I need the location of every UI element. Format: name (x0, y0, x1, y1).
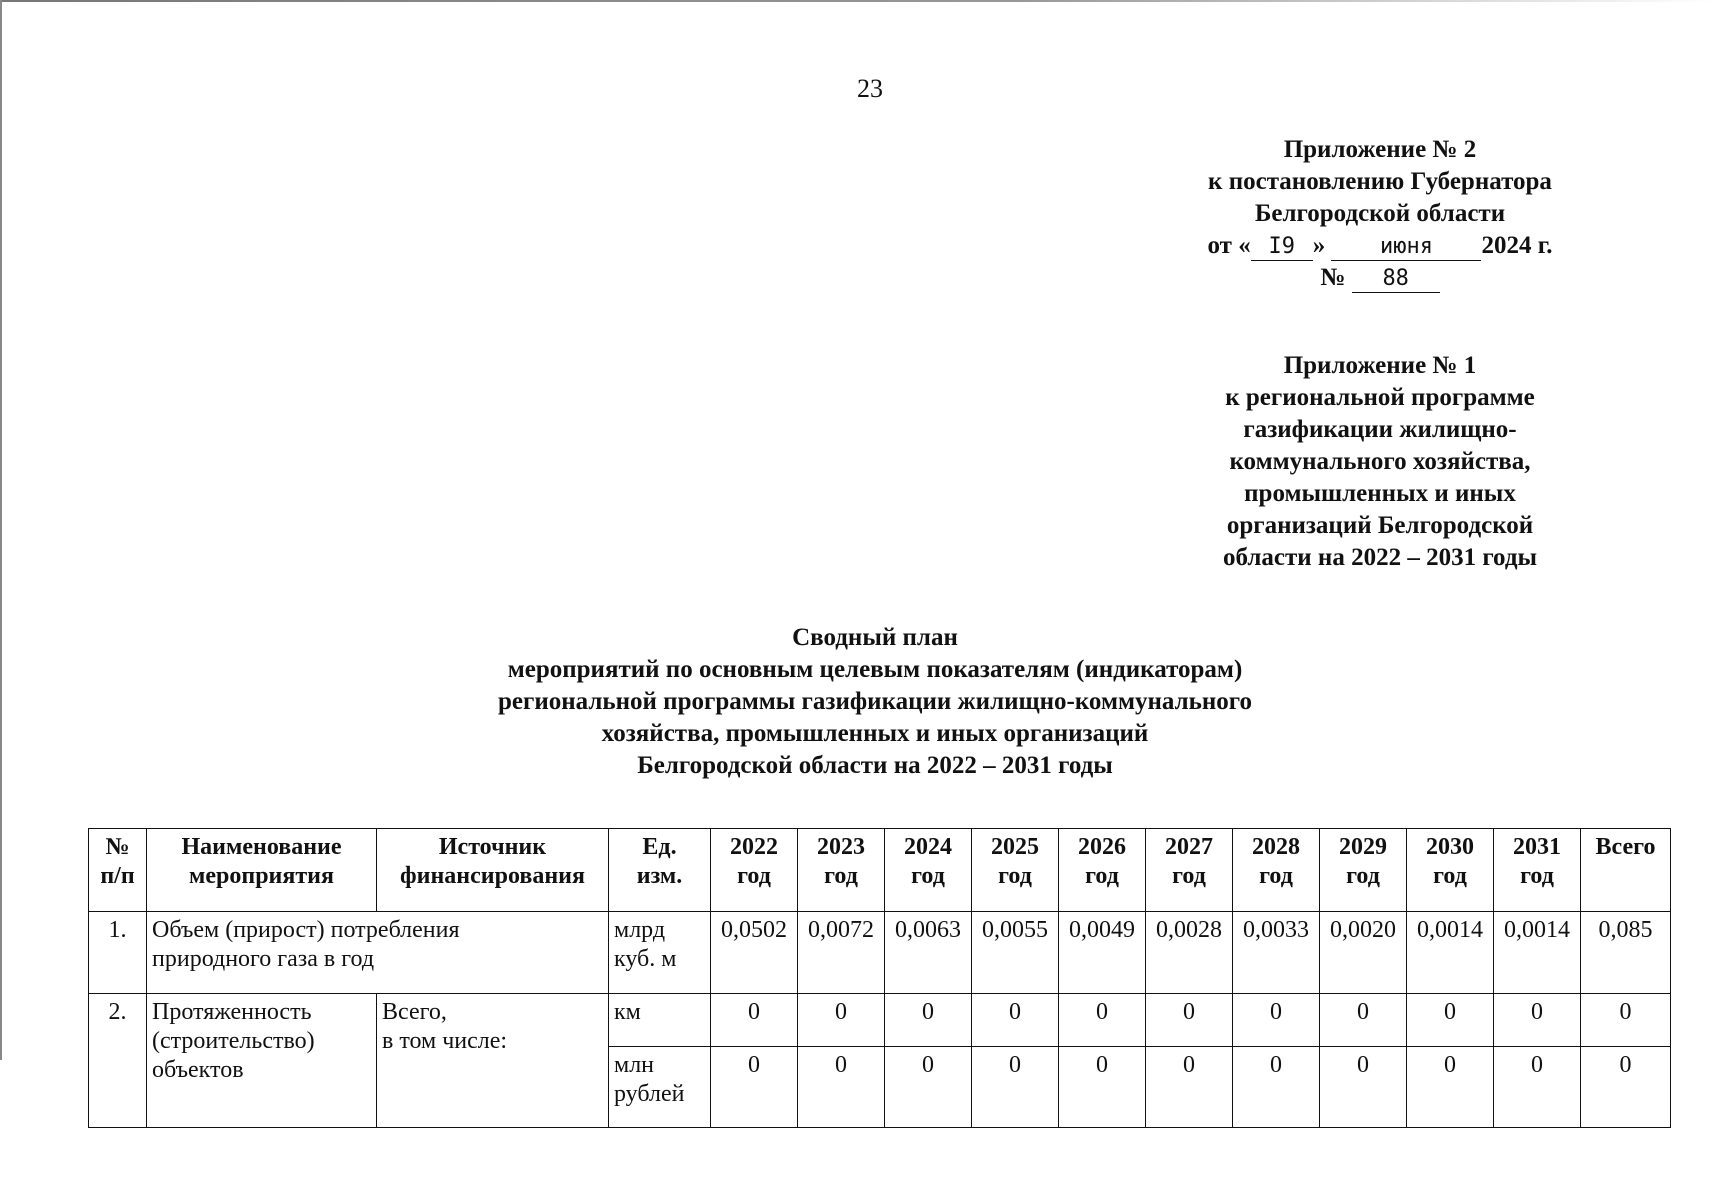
row-source (377, 994, 609, 1128)
annex-1-line: организаций Белгородской (1226, 512, 1534, 539)
cell-value: 0 (972, 994, 1059, 1047)
cell-value: 0 (1146, 994, 1233, 1047)
table-row (89, 912, 1671, 994)
header-source (377, 829, 609, 912)
header-num-l1: № (105, 834, 130, 860)
header-name (147, 829, 377, 912)
row-unit-l2: рублей (614, 1081, 685, 1107)
page-number: 23 (857, 74, 883, 103)
row-name-l1: Объем (прирост) потребления (152, 917, 460, 943)
cell-value: 0 (1494, 994, 1581, 1047)
row-unit (609, 912, 711, 994)
row-unit-l1: млн (614, 1052, 655, 1078)
header-year-word: год (737, 863, 771, 889)
cell-value: 0 (1146, 1047, 1233, 1128)
header-year (1233, 829, 1320, 912)
header-year-value: 2024 (904, 834, 952, 860)
header-year (798, 829, 885, 912)
annex-1-title: Приложение № 1 (1283, 352, 1477, 379)
header-year-value: 2023 (817, 834, 865, 860)
header-year-word: год (1433, 863, 1467, 889)
scan-edge-top (0, 0, 1714, 2)
header-year (1407, 829, 1494, 912)
header-num (89, 829, 147, 912)
annex-2-number (1150, 262, 1610, 294)
header-year-word: год (1085, 863, 1119, 889)
cell-value: 0 (885, 1047, 972, 1128)
cell-value: 0,0072 (798, 912, 885, 994)
header-name-l1: Наименование (181, 834, 342, 860)
scan-edge-left (0, 0, 2, 1060)
row-num: 2. (89, 994, 147, 1128)
header-year-word: год (1520, 863, 1554, 889)
table-header-row (89, 829, 1671, 912)
header-year (972, 829, 1059, 912)
annex-2-header (1150, 134, 1610, 294)
header-year-word: год (911, 863, 945, 889)
document-number: 88 (1352, 266, 1440, 293)
date-month: июня (1331, 234, 1481, 261)
annex-1-header (1150, 350, 1610, 574)
cell-value: 0,0049 (1059, 912, 1146, 994)
header-year (1494, 829, 1581, 912)
header-year-value: 2030 (1426, 834, 1474, 860)
row-name (147, 912, 609, 994)
cell-total: 0,085 (1581, 912, 1671, 994)
cell-value: 0,0014 (1407, 912, 1494, 994)
date-year: 2024 г. (1481, 232, 1553, 259)
plan-title-line: мероприятий по основным целевым показателям (индикаторам) (507, 656, 1243, 683)
annex-1-line: к региональной программе (1225, 384, 1535, 411)
header-year (711, 829, 798, 912)
row-name-l2: (строительство) (152, 1028, 315, 1054)
plan-title-line: региональной программы газификации жилищно-коммунального (497, 688, 1253, 715)
header-source-l1: Источник (438, 834, 547, 860)
row-unit (609, 1047, 711, 1128)
plan-title-line: Белгородской области на 2022 – 2031 годы (637, 752, 1113, 779)
cell-value: 0,0014 (1494, 912, 1581, 994)
annex-1-line: промышленных и иных (1244, 480, 1516, 507)
cell-value: 0 (1494, 1047, 1581, 1128)
row-unit-l1: млрд (614, 917, 666, 943)
header-year-value: 2028 (1252, 834, 1300, 860)
header-year-word: год (824, 863, 858, 889)
row-name-l3: объектов (152, 1057, 244, 1083)
cell-value: 0,0033 (1233, 912, 1320, 994)
date-day: I9 (1251, 234, 1313, 261)
header-num-l2: п/п (100, 863, 135, 889)
header-year-value: 2025 (991, 834, 1039, 860)
header-year (885, 829, 972, 912)
annex-2-title: Приложение № 2 (1283, 136, 1477, 163)
header-year (1059, 829, 1146, 912)
number-prefix: № (1320, 264, 1346, 291)
row-unit-l2: куб. м (614, 946, 677, 972)
header-year-value: 2022 (730, 834, 778, 860)
annex-2-line: к постановлению Губернатора (1208, 168, 1552, 195)
annex-1-line: коммунального хозяйства, (1229, 448, 1531, 475)
date-mid: » (1312, 232, 1326, 259)
header-year-word: год (1346, 863, 1380, 889)
cell-value: 0,0502 (711, 912, 798, 994)
annex-1-line: области на 2022 – 2031 годы (1222, 544, 1537, 571)
cell-value: 0 (972, 1047, 1059, 1128)
row-source-l1: Всего, (382, 999, 447, 1025)
header-year-value: 2029 (1339, 834, 1387, 860)
row-num: 1. (89, 912, 147, 994)
header-year-value: 2027 (1165, 834, 1213, 860)
date-prefix: от « (1207, 232, 1251, 259)
row-unit: км (609, 994, 711, 1047)
header-unit-l1: Ед. (642, 834, 677, 860)
cell-value: 0 (1059, 1047, 1146, 1128)
plan-title-line: хозяйства, промышленных и иных организаций (601, 720, 1149, 747)
cell-value: 0 (1320, 1047, 1407, 1128)
cell-value: 0 (1320, 994, 1407, 1047)
annex-2-line: Белгородской области (1254, 200, 1506, 227)
header-year-word: год (998, 863, 1032, 889)
cell-value: 0 (1059, 994, 1146, 1047)
header-source-l2: финансирования (400, 863, 585, 889)
cell-value: 0 (1407, 994, 1494, 1047)
cell-total: 0 (1581, 1047, 1671, 1128)
table-row (89, 994, 1671, 1047)
cell-value: 0,0063 (885, 912, 972, 994)
header-year-value: 2031 (1513, 834, 1561, 860)
header-year (1146, 829, 1233, 912)
row-name-l1: Протяженность (152, 999, 312, 1025)
cell-value: 0 (1233, 1047, 1320, 1128)
plan-title (300, 622, 1450, 782)
cell-value: 0 (711, 994, 798, 1047)
cell-value: 0 (798, 1047, 885, 1128)
header-year-value: 2026 (1078, 834, 1126, 860)
cell-value: 0 (1233, 994, 1320, 1047)
header-name-l2: мероприятия (189, 863, 334, 889)
row-name (147, 994, 377, 1128)
cell-value: 0 (1407, 1047, 1494, 1128)
cell-total: 0 (1581, 994, 1671, 1047)
cell-value: 0,0020 (1320, 912, 1407, 994)
cell-value: 0 (885, 994, 972, 1047)
header-unit-l2: изм. (636, 863, 683, 889)
annex-2-date (1150, 230, 1610, 262)
plan-title-line: Сводный план (792, 624, 958, 651)
header-year (1320, 829, 1407, 912)
cell-value: 0,0055 (972, 912, 1059, 994)
annex-1-line: газификации жилищно- (1243, 416, 1517, 443)
header-unit (609, 829, 711, 912)
row-source-l2: в том числе: (382, 1028, 508, 1054)
cell-value: 0,0028 (1146, 912, 1233, 994)
header-year-word: год (1259, 863, 1293, 889)
indicators-table (88, 828, 1671, 1128)
header-year-word: год (1172, 863, 1206, 889)
cell-value: 0 (711, 1047, 798, 1128)
header-total: Всего (1581, 829, 1671, 912)
cell-value: 0 (798, 994, 885, 1047)
row-name-l2: природного газа в год (152, 946, 375, 972)
